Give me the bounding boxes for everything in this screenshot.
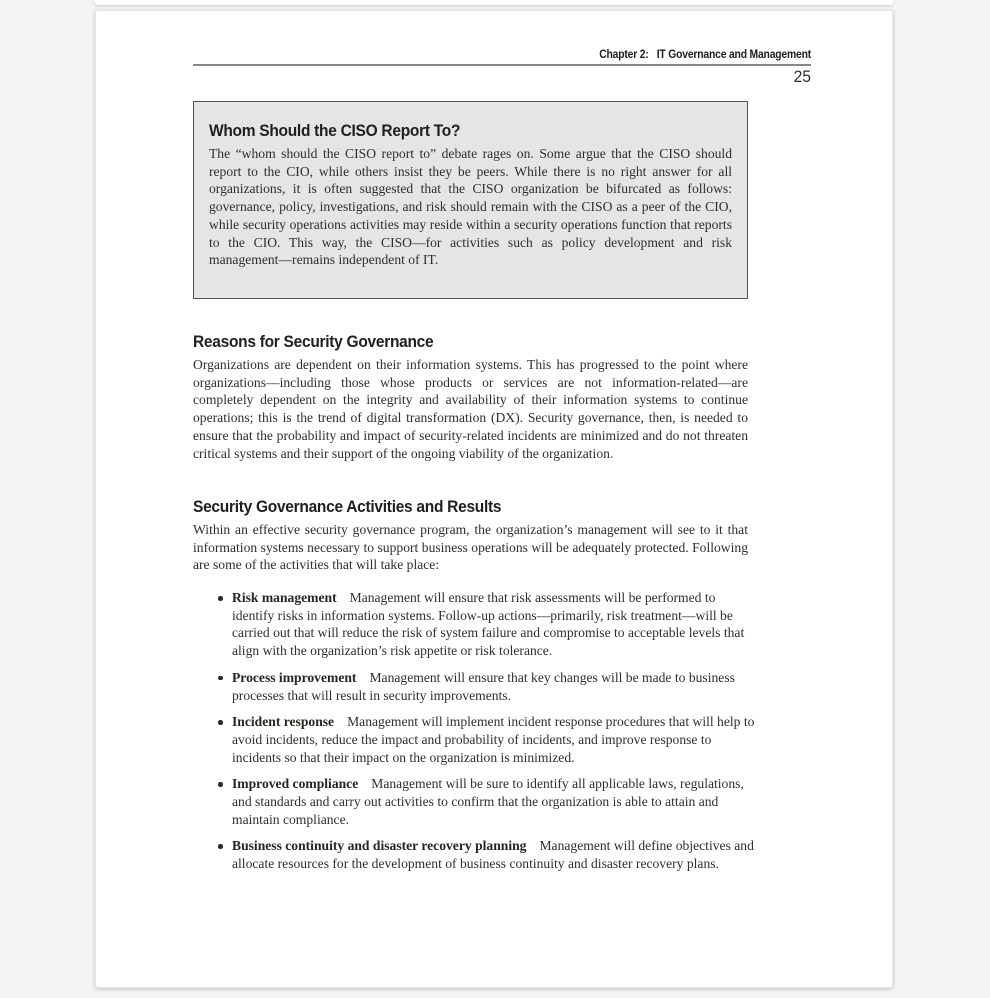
previous-page-edge [95,0,893,5]
chapter-title: IT Governance and Management [656,49,811,61]
header-rule [193,64,811,66]
section-heading: Reasons for Security Governance [193,333,434,351]
running-header-text [255,49,811,61]
section-reasons-for-security-governance [193,333,748,462]
section-security-governance-activities [193,498,748,574]
bullet-text: Management will be sure to identify all applicable laws, regulations, and standards and carry out activities to confirm that the organization is able to attain and maintain compliance. [232,776,744,827]
list-item [232,713,757,766]
book-page [95,10,893,988]
bullet-term: Risk management [232,590,337,605]
list-item [232,837,757,872]
activities-bullet-list [232,589,757,882]
chapter-label: Chapter 2: [599,49,649,61]
bullet-text: Management will define objectives and allocate resources for the development of business continuity and disaster recovery plans. [232,838,754,872]
list-item [232,775,757,828]
section-body: Organizations are dependent on their information systems. This has progressed to the point where organizations—including those whose products or services are not information-related—are completely dependent on the integrity and availability of their information systems to continue operations; this is the trend of digital transformation (DX). Security governance, then, is needed to ensure that the probability and impact of security-related incidents are minimized and do not threaten critical systems and their support of the ongoing viability of the organization. [193,357,748,461]
callout-body: The “whom should the CISO report to” debate rages on. Some argue that the CISO should report to the CIO, while others insist they be peers. While there is no right answer for all organizations, it is often suggested that the CISO organization be bifurcated as follows: governance, policy, investigations, and risk should remain with the CISO as a peer of the CIO, while security operations activities may reside within a security operations function that reports to the CIO. This way, the CISO—for activities such as policy development and risk management—remains independent of IT. [209,146,732,268]
section-heading: Security Governance Activities and Results [193,498,502,516]
list-item [232,669,757,704]
bullet-text: Management will ensure that risk assessments will be performed to identify risks in information systems. Follow-up actions—primarily, risk treatment—will be carried out that will reduce the risk of system failure and compromise to acceptable levels that align with the organization’s risk appetite or risk tolerance. [232,590,745,659]
ciso-callout-box [193,101,748,299]
section-body: Within an effective security governance program, the organization’s management will see to it that information systems necessary to support business operations will be adequately protected. Following are some of the activities that will take place: [193,522,748,573]
bullet-text: Management will ensure that key changes will be made to business processes that will result in security improvements. [232,669,735,703]
running-header [193,49,811,87]
bullet-text: Management will implement incident response procedures that will help to avoid incidents, reduce the impact and probability of incidents, and improve response to incidents so that their impact on the organization is minimized. [232,714,755,765]
bullet-term: Incident response [232,714,335,730]
bullet-term: Process improvement [232,669,357,685]
bullet-term: Improved compliance [232,776,359,792]
page-number: 25 [793,67,811,86]
list-item [232,589,757,660]
bullet-term: Business continuity and disaster recovery planning [232,838,527,854]
callout-title: Whom Should the CISO Report To? [209,122,461,140]
